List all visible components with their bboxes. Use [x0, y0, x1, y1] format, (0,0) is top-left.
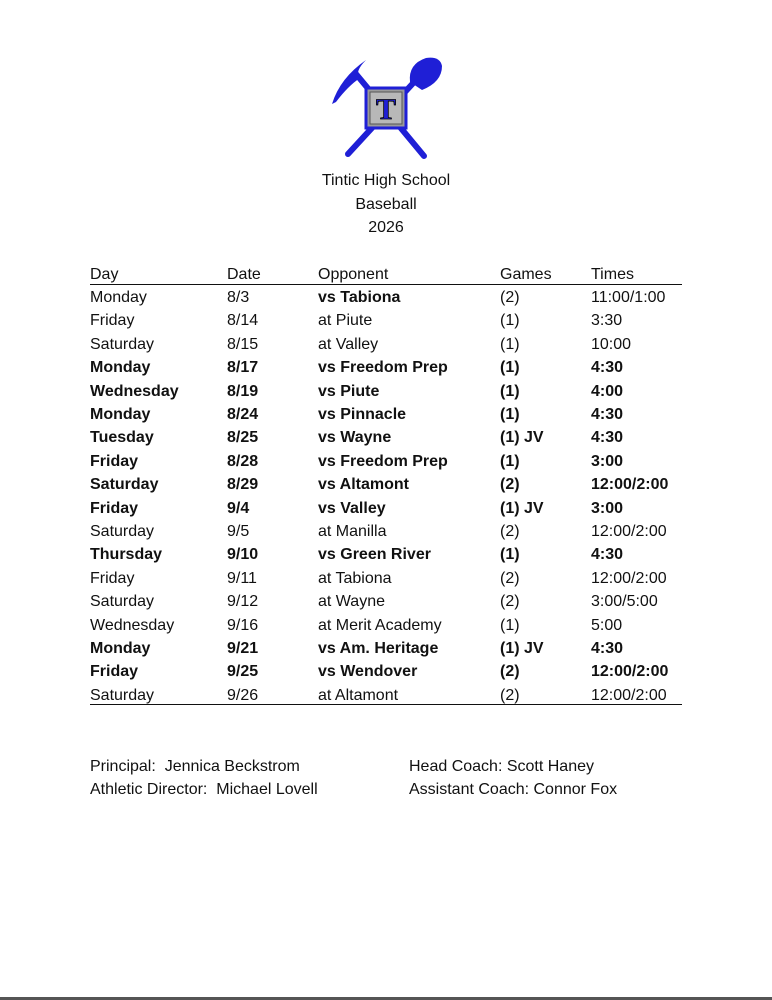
row-opponent: at Merit Academy	[318, 616, 442, 634]
column-header-date: Date	[227, 266, 261, 283]
row-time: 3:00/5:00	[591, 593, 658, 611]
table-row	[90, 546, 682, 569]
svg-text:T: T	[375, 93, 397, 126]
row-time: 3:00	[591, 499, 624, 517]
table-row	[90, 289, 682, 312]
row-games: (1)	[500, 359, 520, 377]
season-year: 2026	[368, 219, 404, 236]
row-day: Thursday	[90, 546, 163, 564]
column-header-day: Day	[90, 266, 119, 283]
school-logo	[326, 52, 446, 160]
row-date: 8/3	[227, 289, 250, 306]
row-opponent: vs Pinnacle	[318, 406, 407, 423]
row-opponent: vs Freedom Prep	[318, 359, 448, 377]
row-date: 9/12	[227, 593, 259, 611]
column-header-times: Times	[591, 266, 634, 283]
row-date: 8/15	[227, 335, 259, 353]
row-day: Wednesday	[90, 616, 175, 634]
table-row	[90, 336, 682, 359]
row-games: (1)	[500, 546, 520, 564]
row-date: 8/19	[227, 382, 259, 400]
row-day: Saturday	[90, 593, 155, 611]
row-opponent: vs Am. Heritage	[318, 640, 439, 657]
table-row	[90, 640, 682, 663]
column-header-opponent: Opponent	[318, 266, 389, 283]
row-date: 9/21	[227, 640, 259, 657]
athletic-director-line: Athletic Director: Michael Lovell	[90, 781, 318, 798]
row-opponent: at Valley	[318, 335, 379, 353]
table-row	[90, 593, 682, 616]
row-day: Friday	[90, 663, 139, 681]
row-time: 5:00	[591, 616, 623, 634]
row-time: 12:00/2:00	[591, 569, 667, 587]
row-date: 9/25	[227, 663, 259, 681]
row-day: Saturday	[90, 686, 155, 704]
row-games: (2)	[500, 663, 520, 681]
row-day: Friday	[90, 312, 135, 330]
row-opponent: vs Piute	[318, 382, 380, 400]
assistant-coach-line: Assistant Coach: Connor Fox	[409, 781, 618, 798]
row-date: 8/24	[227, 406, 259, 423]
table-row	[90, 429, 682, 452]
row-opponent: vs Altamont	[318, 476, 409, 494]
row-opponent: vs Green River	[318, 546, 431, 564]
table-row	[90, 617, 682, 640]
row-day: Friday	[90, 569, 135, 587]
row-date: 8/28	[227, 452, 259, 470]
row-opponent: vs Freedom Prep	[318, 452, 448, 470]
row-date: 9/26	[227, 686, 259, 704]
row-time: 4:30	[591, 546, 624, 564]
row-time: 4:30	[591, 640, 624, 657]
row-games: (1) JV	[500, 429, 544, 447]
row-opponent: at Manilla	[318, 523, 387, 540]
row-day: Monday	[90, 289, 147, 306]
row-time: 12:00/2:00	[591, 686, 667, 704]
row-games: (2)	[500, 476, 520, 494]
row-games: (1)	[500, 312, 520, 330]
table-row	[90, 523, 682, 546]
table-row	[90, 500, 682, 523]
row-time: 12:00/2:00	[591, 663, 669, 681]
row-time: 4:30	[591, 359, 624, 377]
row-games: (2)	[500, 289, 520, 306]
table-row	[90, 476, 682, 499]
row-time: 4:30	[591, 429, 624, 447]
row-games: (2)	[500, 593, 520, 611]
row-games: (2)	[500, 523, 520, 540]
row-time: 3:00	[591, 452, 624, 470]
row-date: 9/4	[227, 499, 250, 517]
row-opponent: at Wayne	[318, 593, 385, 611]
row-games: (1)	[500, 616, 520, 634]
school-name: Tintic High School	[321, 172, 451, 189]
row-games: (1)	[500, 452, 520, 470]
row-day: Friday	[90, 452, 139, 470]
row-time: 4:00	[591, 382, 624, 400]
row-opponent: at Piute	[318, 312, 373, 330]
row-time: 10:00	[591, 335, 632, 353]
row-games: (1)	[500, 335, 520, 353]
row-time: 12:00/2:00	[591, 476, 669, 494]
head-coach-line: Head Coach: Scott Haney	[409, 758, 594, 775]
row-games: (1)	[500, 406, 520, 423]
table-row	[90, 453, 682, 476]
row-date: 9/11	[227, 569, 257, 587]
schedule-header	[90, 266, 682, 285]
row-time: 4:30	[591, 406, 624, 423]
row-date: 8/17	[227, 359, 259, 377]
table-row	[90, 312, 682, 335]
column-header-games: Games	[500, 266, 552, 283]
table-row	[90, 570, 682, 593]
row-games: (1) JV	[500, 640, 544, 657]
row-games: (1) JV	[500, 499, 544, 517]
row-day: Saturday	[90, 476, 159, 494]
row-time: 3:30	[591, 312, 623, 330]
row-opponent: vs Wendover	[318, 663, 418, 681]
row-games: (1)	[500, 382, 520, 400]
row-date: 8/14	[227, 312, 259, 330]
row-day: Saturday	[90, 523, 155, 540]
row-day: Monday	[90, 640, 151, 657]
principal-line: Principal: Jennica Beckstrom	[90, 758, 300, 775]
row-day: Friday	[90, 499, 139, 517]
table-row	[90, 687, 682, 710]
row-opponent: vs Wayne	[318, 429, 392, 447]
sport-name: Baseball	[355, 196, 417, 213]
row-date: 8/29	[227, 476, 259, 494]
row-date: 8/25	[227, 429, 259, 447]
header-rule	[90, 284, 682, 285]
row-opponent: at Altamont	[318, 686, 399, 704]
table-bottom-rule	[90, 704, 682, 705]
row-day: Saturday	[90, 335, 155, 353]
row-date: 9/5	[227, 523, 250, 540]
row-games: (2)	[500, 569, 520, 587]
row-day: Monday	[90, 406, 151, 423]
row-day: Monday	[90, 359, 151, 377]
row-games: (2)	[500, 686, 520, 704]
table-row	[90, 359, 682, 382]
table-row	[90, 406, 682, 429]
row-day: Wednesday	[90, 382, 179, 400]
row-date: 9/10	[227, 546, 259, 564]
row-time: 11:00/1:00	[591, 289, 666, 306]
table-row	[90, 383, 682, 406]
row-day: Tuesday	[90, 429, 154, 447]
row-opponent: vs Valley	[318, 499, 386, 517]
table-row	[90, 663, 682, 686]
row-time: 12:00/2:00	[591, 523, 667, 540]
row-opponent: vs Tabiona	[318, 289, 401, 306]
row-opponent: at Tabiona	[318, 569, 392, 587]
row-date: 9/16	[227, 616, 259, 634]
